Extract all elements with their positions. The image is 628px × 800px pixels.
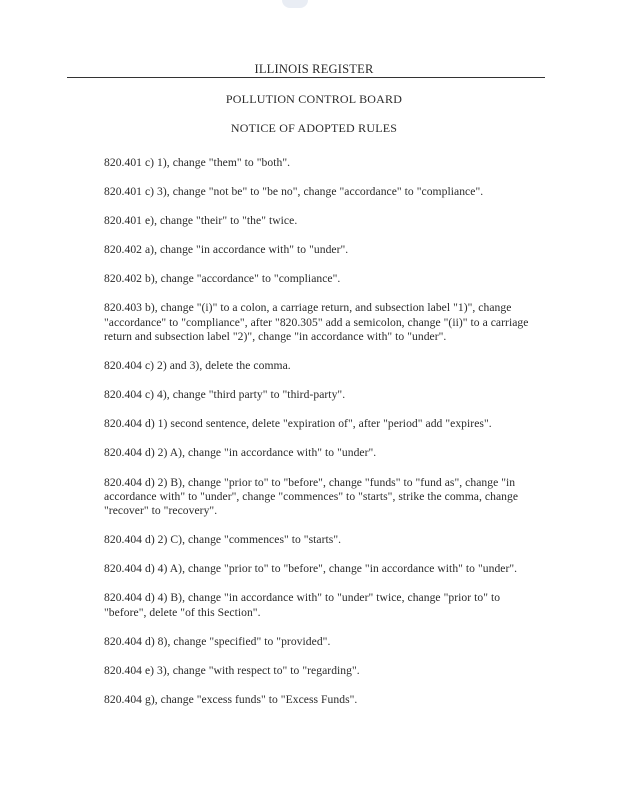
notice-title: NOTICE OF ADOPTED RULES <box>230 121 398 135</box>
register-title: ILLINOIS REGISTER <box>254 62 374 76</box>
scan-smudge <box>282 0 308 8</box>
change-item: 820.404 d) 4) B), change "in accordance with" to "under" twice, change "prior to" to "before", delete "of this Section". <box>104 591 501 619</box>
change-item: 820.401 e), change "their" to "the" twice. <box>104 214 298 228</box>
change-item: 820.404 c) 4), change "third party" to "third-party". <box>104 388 346 402</box>
change-item: 820.404 d) 8), change "specified" to "provided". <box>104 634 331 648</box>
change-item: 820.404 d) 2) B), change "prior to" to "before", change "funds" to "fund as", change "in accordance with" to "under", change "commences" to "starts", strike the comma, change "recover" to "recovery". <box>104 475 519 518</box>
change-list <box>104 156 544 722</box>
change-item: 820.404 d) 1) second sentence, delete "expiration of", after "period" add "expires". <box>104 417 492 431</box>
board-title: POLLUTION CONTROL BOARD <box>225 92 403 106</box>
change-item: 820.404 d) 2) C), change "commences" to "starts". <box>104 533 342 547</box>
change-item: 820.404 d) 2) A), change "in accordance with" to "under". <box>104 446 377 460</box>
change-item: 820.401 c) 1), change "them" to "both". <box>104 156 291 169</box>
change-item: 820.402 b), change "accordance" to "compliance". <box>104 272 341 286</box>
change-item: 820.404 c) 2) and 3), delete the comma. <box>104 359 291 373</box>
change-item: 820.402 a), change "in accordance with" to "under". <box>104 243 349 257</box>
header-rule <box>67 77 545 78</box>
change-item: 820.403 b), change "(i)" to a colon, a carriage return, and subsection label "1)", change "accordance" to "compliance", after "820.305" add a semicolon, change "(ii)" to a carriage return and subsection label "2)", change "in accordance with" to "under". <box>104 301 529 344</box>
change-item: 820.401 c) 3), change "not be" to "be no", change "accordance" to "compliance". <box>104 185 484 199</box>
change-item: 820.404 e) 3), change "with respect to" to "regarding". <box>104 663 360 677</box>
change-item: 820.404 g), change "excess funds" to "Excess Funds". <box>104 692 358 706</box>
change-item: 820.404 d) 4) A), change "prior to" to "before", change "in accordance with" to "under". <box>104 562 518 576</box>
